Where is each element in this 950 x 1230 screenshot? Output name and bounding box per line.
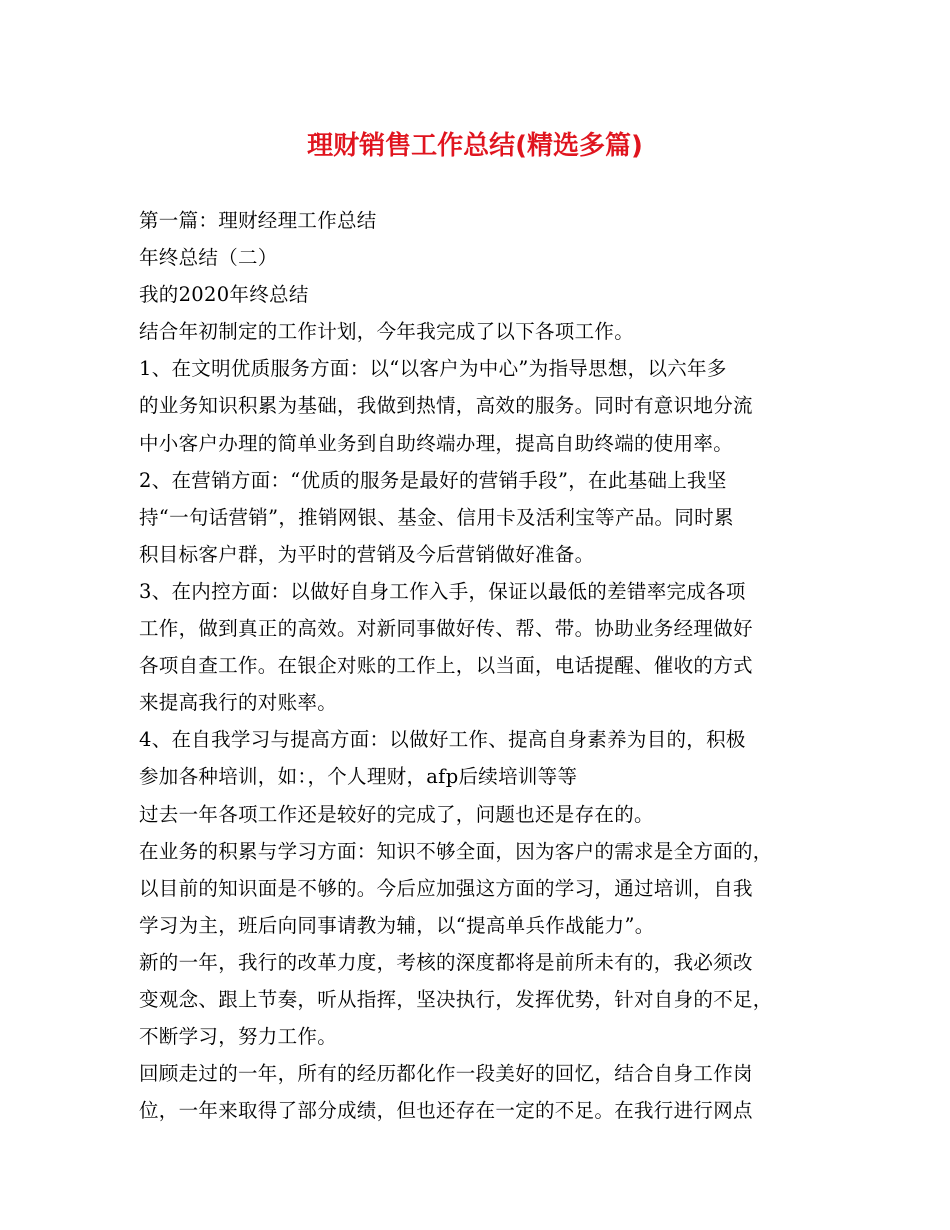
text-line: 位，一年来取得了部分成绩，但也还存在一定的不足。在我行进行网点 xyxy=(139,1099,753,1123)
text-line: 工作，做到真正的高效。对新同事做好传、帮、带。协助业务经理做好 xyxy=(139,617,753,641)
paragraph xyxy=(139,796,819,833)
text-line: 中小客户办理的简单业务到自助终端办理，提高自助终端的使用率。 xyxy=(139,431,734,455)
text-line: 1、在文明优质服务方面：以“以客户为中心”为指导思想，以六年多 xyxy=(139,357,727,381)
text-line: 以目前的知识面是不够的。今后应加强这方面的学习，通过培训，自我 xyxy=(139,876,753,900)
paragraph xyxy=(139,833,819,944)
text-line: 我的2020年终总结 xyxy=(139,283,309,307)
text-line: 新的一年，我行的改革力度，考核的深度都将是前所未有的，我必须改 xyxy=(139,950,753,974)
text-line: 参加各种培训，如：，个人理财，afp后续培训等等 xyxy=(139,765,578,789)
text-line: 持“一句话营销”，推销网银、基金、信用卡及活利宝等产品。同时累 xyxy=(139,505,734,529)
text-line: 在业务的积累与学习方面：知识不够全面，因为客户的需求是全方面的， xyxy=(139,839,773,863)
text-line: 变观念、跟上节奏，听从指挥，坚决执行，发挥优势，针对自身的不足， xyxy=(139,987,773,1011)
paragraph xyxy=(139,462,819,573)
paragraph xyxy=(139,721,819,795)
text-line: 第一篇：理财经理工作总结 xyxy=(139,209,377,232)
text-line: 过去一年各项工作还是较好的完成了，问题也还是存在的。 xyxy=(139,802,654,826)
text-line: 各项自查工作。在银企对账的工作上，以当面，电话提醒、催收的方式 xyxy=(139,654,753,678)
document-title: 理财销售工作总结(精选多篇) xyxy=(307,131,643,161)
text-line: 4、在自我学习与提高方面：以做好工作、提高自身素养为目的，积极 xyxy=(139,728,746,752)
paragraph xyxy=(139,944,819,1055)
text-line: 3、在内控方面：以做好自身工作入手，保证以最低的差错率完成各项 xyxy=(139,579,746,603)
paragraph xyxy=(139,202,819,239)
paragraph xyxy=(139,276,819,313)
text-line: 学习为主，班后向同事请教为辅，以“提高单兵作战能力”。 xyxy=(139,913,655,937)
paragraph xyxy=(139,239,819,276)
text-line: 积目标客户群，为平时的营销及今后营销做好准备。 xyxy=(139,542,595,566)
paragraph xyxy=(139,313,819,350)
document-body xyxy=(139,202,819,1129)
paragraph xyxy=(139,1055,819,1129)
text-line: 不断学习，努力工作。 xyxy=(139,1025,338,1049)
text-line: 2、在营销方面：“优质的服务是最好的营销手段”，在此基础上我坚 xyxy=(139,468,727,492)
paragraph xyxy=(139,350,819,461)
text-line: 回顾走过的一年，所有的经历都化作一段美好的回忆，结合自身工作岗 xyxy=(139,1062,753,1086)
paragraph xyxy=(139,573,819,721)
text-line: 的业务知识积累为基础，我做到热情，高效的服务。同时有意识地分流 xyxy=(139,394,753,418)
text-line: 来提高我行的对账率。 xyxy=(139,691,338,715)
text-line: 结合年初制定的工作计划，今年我完成了以下各项工作。 xyxy=(139,320,635,344)
text-line: 年终总结（二） xyxy=(139,246,278,270)
